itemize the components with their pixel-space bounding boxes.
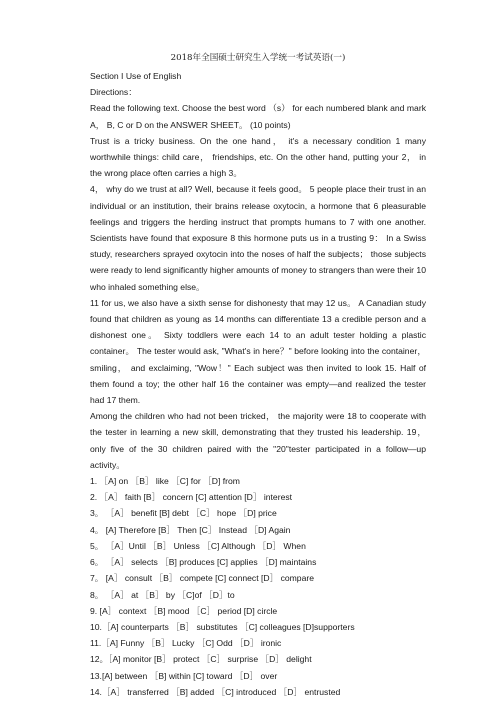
directions-label: Directions：: [90, 87, 137, 98]
option-item: 6。 ［A］ selects ［B] produces [C] applies ［D] maintains: [90, 557, 317, 568]
option-item: 4。 [A] Therefore [B］ Then [C］ Instead ［D] Again: [90, 524, 291, 535]
paragraph-2: 4， why do we trust at all? Well, because it feels good。 5 people place their trust in an individual or an institution, their brains release oxytocin, a hormone that 6 pleasurable feelings and triggers the herding instruct that prompts humans to 7 with one another. Scientists have found that exposure 8 this hormone puts us in a trusting 9： In a Swiss study, researchers sprayed oxytocin into the noses of half the subjects； those subjects were ready to lend significantly higher amounts of money to strangers than were their 10 who inhaled something else。: [90, 184, 426, 292]
section-heading: Section I Use of English: [90, 71, 182, 81]
paragraph-3: 11 for us, we also have a sixth sense for dishonesty that may 12 us。 A Canadian study found that children as young as 14 months can differentiate 13 a credible person and a dishonest one。 Sixty toddlers were each 14 to an adult tester holding a plastic container。 The tester would ask, "What's in here？" before looking into the container，smiling， and exclaiming, "Wow！" Each subject was then invited to look 15. Half of them found a toy; the other half 16 the container was empty—and realized the tester had 17 them.: [90, 297, 426, 406]
option-item: 12。［A] monitor [B］ protect ［C］ surprise ［D］ delight: [90, 654, 312, 665]
option-item: 7。 [A］ consult ［B］ compete [C] connect [D］ compare: [90, 573, 315, 584]
paragraph-4: Among the children who had not been tricked， the majority were 18 to cooperate with the tester in learning a new skill, demonstrating that they trusted his leadership. 19，only five of the 30 children paired with the "20"tester participated in a follow—up activity。: [90, 411, 426, 470]
option-item: 5。 ［A］Until ［B］ Unless ［C] Although ［D］ When: [90, 540, 306, 551]
option-item: 13.[A] between ［B] within [C] toward ［D］ over: [90, 670, 278, 681]
directions-text: Read the following text. Choose the best word （s） for each numbered blank and mark A， B, C or D on the ANSWER SHEET。 (10 points): [90, 103, 426, 130]
option-item: 2. ［A］ faith [B］ concern [C] attention [D］ interest: [90, 492, 293, 503]
option-item: 14.［A］ transferred ［B] added ［C] introduced ［D］ entrusted: [90, 686, 341, 697]
option-item: 1. ［A] on ［B］ like ［C] for ［D] from: [90, 476, 240, 487]
option-item: 9. [A］ context ［B] mood ［C］ period [D] circle: [90, 605, 278, 616]
options-list: [90, 473, 426, 700]
option-item: 10.［A] counterparts ［B］ substitutes ［C] colleagues [D]supporters: [90, 621, 355, 632]
document-title: 2018年全国硕士研究生入学统一考试英语(一): [170, 53, 346, 63]
option-item: 8。 ［A］ at ［B］ by ［C]of ［D］to: [90, 589, 235, 600]
option-item: 11.［A] Funny ［B］ Lucky ［C] Odd ［D］ ironic: [90, 638, 282, 649]
option-item: 3。 ［A］ benefit [B] debt ［C］ hope ［D] price: [90, 508, 277, 519]
paragraph-1: Trust is a tricky business. On the one hand， it's a necessary condition 1 many worthwhile things: child care， friendships, etc. On the other hand, putting your 2， in the wrong place often carries a high 3。: [90, 135, 426, 179]
